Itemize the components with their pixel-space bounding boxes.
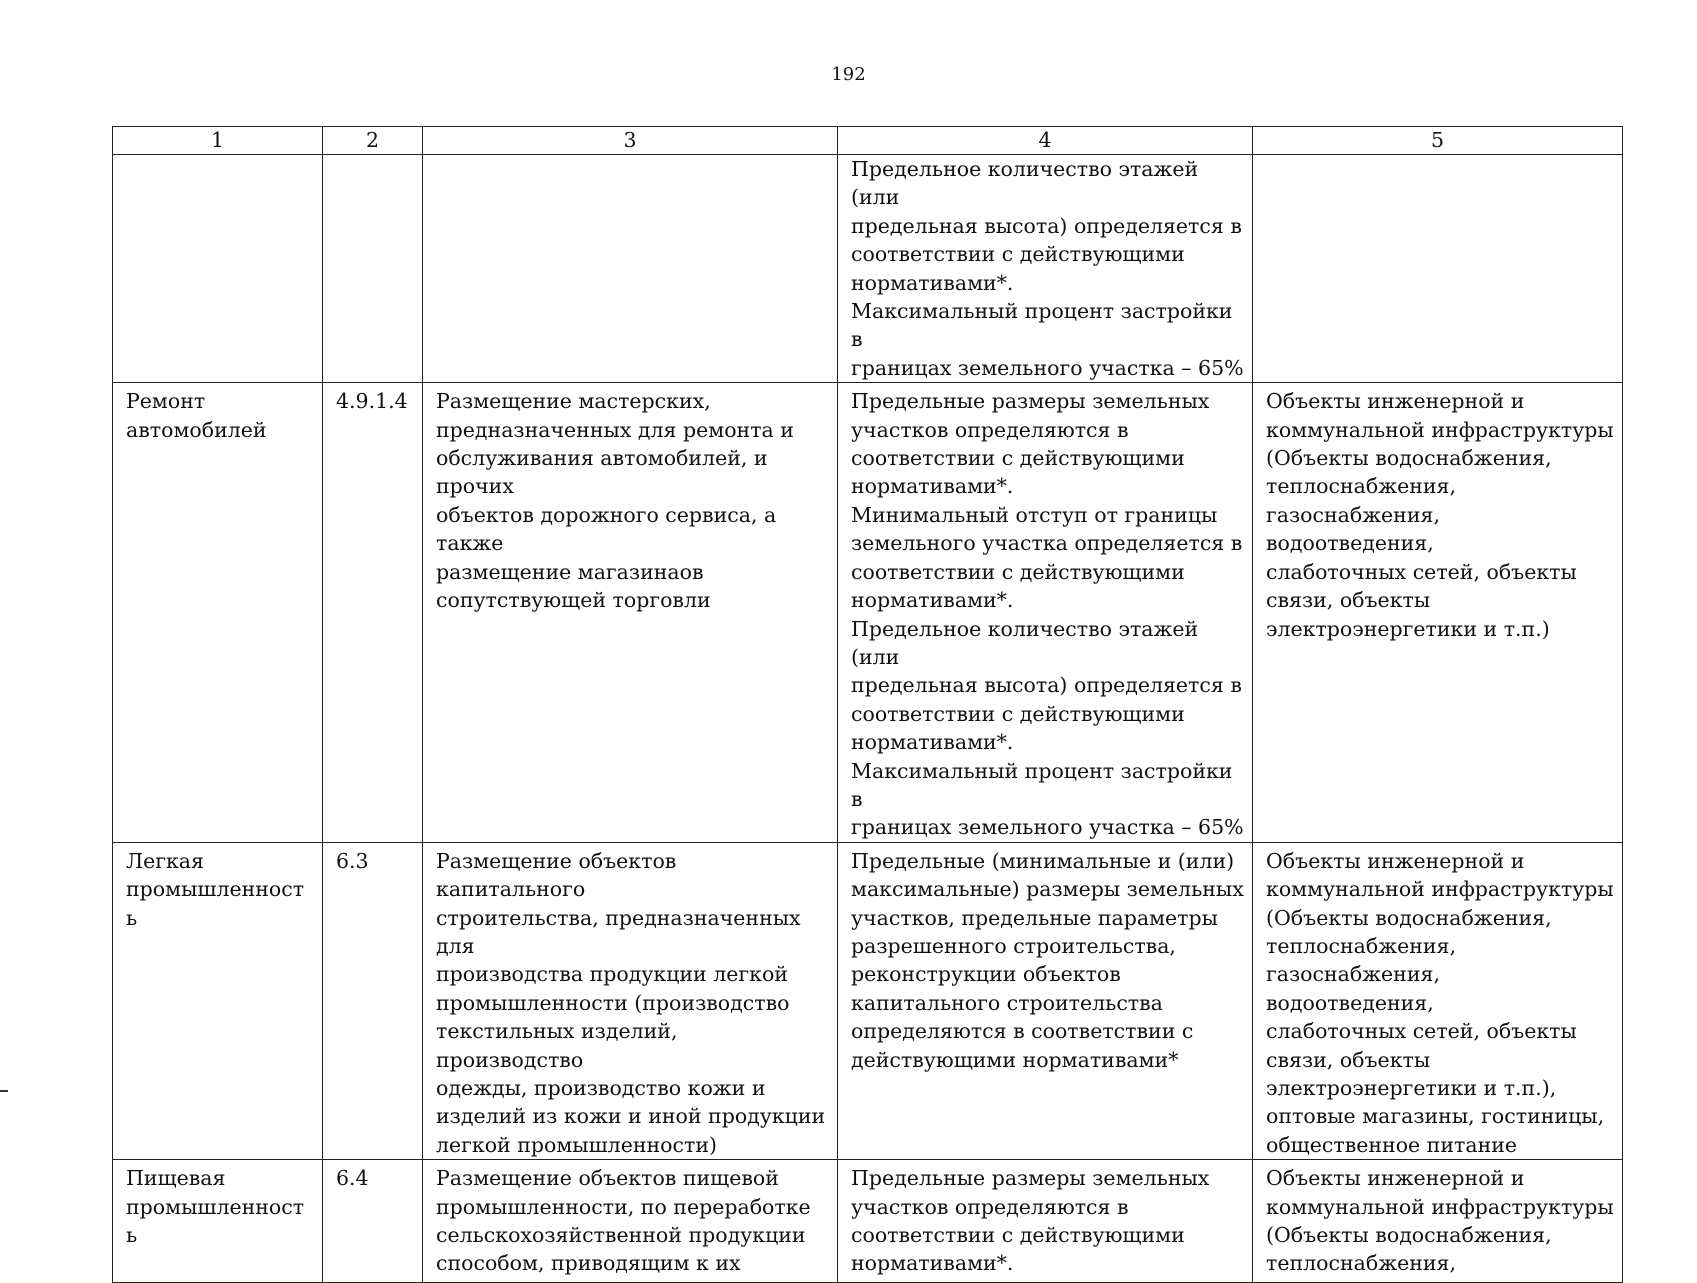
table-row-car-repair [113,383,1623,843]
table-header-row [113,127,1623,155]
cell-name: Пищевая промышленность [113,1160,323,1283]
cell-code: 6.4 [323,1160,423,1283]
cell-description [423,155,838,383]
cell-auxiliary [1253,155,1623,383]
land-use-table [112,126,1623,1283]
cell-code [323,155,423,383]
column-header-2: 2 [323,127,423,155]
cell-description: Размещение объектов капитального строительства, предназначенных для производства продукции легкой промышленности (производство текстильных изделий, производство одежды, производство кожи и изделий из кожи и иной продукции легкой промышленности) [423,842,838,1159]
column-header-4: 4 [838,127,1253,155]
table-row-light-industry [113,842,1623,1159]
cell-name [113,155,323,383]
column-header-1: 1 [113,127,323,155]
cell-description: Размещение объектов пищевой промышленности, по переработке сельскохозяйственной продукции способом, приводящим к их [423,1160,838,1283]
cell-auxiliary: Объекты инженерной и коммунальной инфраструктуры (Объекты водоснабжения, теплоснабжения, газоснабжения, водоотведения, слаботочных сетей, объекты связи, объекты электроэнергетики и т.п.), оптовые магазины, гостиницы, общественное питание [1253,842,1623,1159]
cell-parameters: Предельные размеры земельных участков определяются в соответствии с действующими нормативами*. [838,1160,1253,1283]
cell-code: 4.9.1.4 [323,383,423,843]
cell-auxiliary: Объекты инженерной и коммунальной инфраструктуры (Объекты водоснабжения, теплоснабжения, [1253,1160,1623,1283]
column-header-3: 3 [423,127,838,155]
cell-name: Легкая промышленность [113,842,323,1159]
page-number: 192 [831,64,866,85]
cell-parameters: Предельные размеры земельных участков определяются в соответствии с действующими нормативами*. Минимальный отступ от границы земельного участка определяется в соответствии с действующими нормативами*. Предельное количество этажей (или предельная высота) определяется в соответствии с действующими нормативами*. Максимальный процент застройки в границах земельного участка – 65% [838,383,1253,843]
cell-parameters: Предельные (минимальные и (или) максимальные) размеры земельных участков, предельные параметры разрешенного строительства, реконструкции объектов капитального строительства определяются в соответствии с действующими нормативами* [838,842,1253,1159]
table-row-food-industry [113,1160,1623,1283]
cell-parameters: Предельное количество этажей (или предельная высота) определяется в соответствии с действующими нормативами*. Максимальный процент застройки в границах земельного участка – 65% [838,155,1253,383]
cell-code: 6.3 [323,842,423,1159]
table-row-continuation [113,155,1623,383]
margin-mark [0,1090,8,1092]
cell-description: Размещение мастерских, предназначенных для ремонта и обслуживания автомобилей, и прочих объектов дорожного сервиса, а также размещение магазинаов сопутствующей торговли [423,383,838,843]
column-header-5: 5 [1253,127,1623,155]
cell-auxiliary: Объекты инженерной и коммунальной инфраструктуры (Объекты водоснабжения, теплоснабжения, газоснабжения, водоотведения, слаботочных сетей, объекты связи, объекты электроэнергетики и т.п.) [1253,383,1623,843]
cell-name: Ремонт автомобилей [113,383,323,843]
